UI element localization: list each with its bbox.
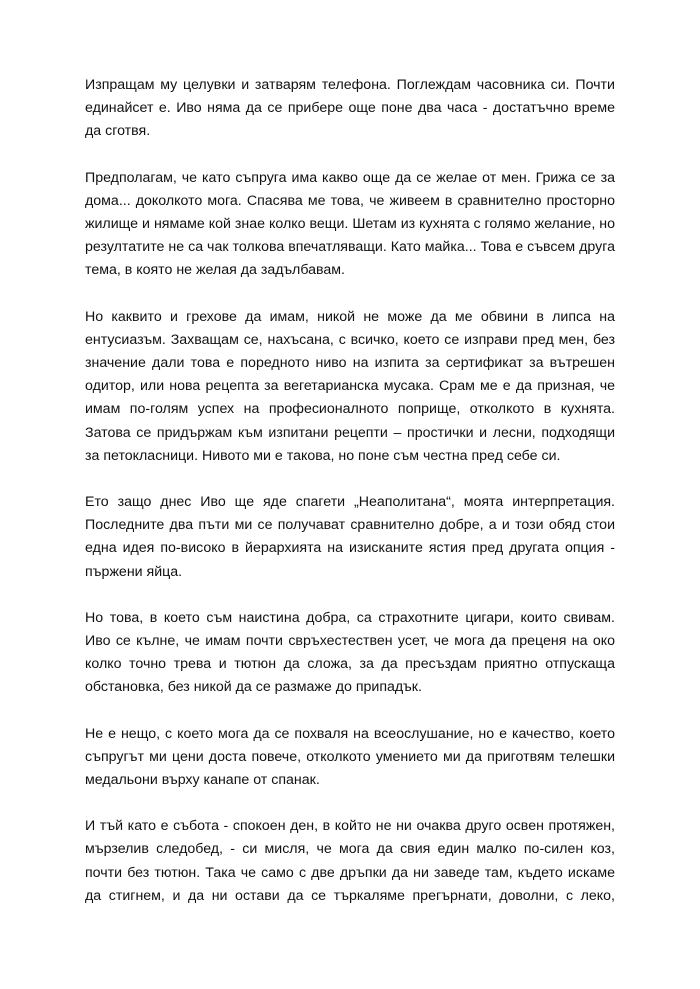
paragraph: Предполагам, че като съпруга има какво още да се желае от мен. Грижа се за дома... доколкото мога. Спасява ме това, че живеем в сравнително просторно жилище и нямаме кой знае колко вещи. Шетам из кухнята с голямо желание, но резултатите не са чак толкова впечатляващи. Като майка... Това е съвсем друга тема, в която не желая да задълбавам.	[85, 169, 615, 279]
paragraph: Изпращам му целувки и затварям телефона. Поглеждам часовника си. Почти единайсет е. Иво няма да се прибере още поне два часа - достатъчно време да сготвя.	[85, 77, 615, 140]
paragraph: Но каквито и грехове да имам, никой не може да ме обвини в липса на ентусиазъм. Захващам се, нахъсана, с всичко, което се изправи пред мен, без значение дали това е поредното ниво на изпита за сертификат за вътрешен одитор, или нова рецепта за вегетарианска мусака. Срам ме е да призная, че имам по-голям успех на професионалното поприще, отколкото в кухнята. Затова се придържам към изпитани рецепти – простички и лесни, подходящи за петокласници. Нивото ми е такова, но поне съм честна пред себе си.	[85, 308, 615, 464]
paragraph: Но това, в което съм наистина добра, са страхотните цигари, които свивам. Иво се кълне, че имам почти свръхестествен усет, че мога да преценя на око колко точно трева и тютюн да сложа, за да пресъздам приятно отпускаща обстановка, без никой да се размаже до припадък.	[85, 609, 615, 696]
body-text	[85, 74, 615, 908]
paragraph: Не е нещо, с което мога да се похваля на всеослушание, но е качество, което съпругът ми цени доста повече, отколкото умението ми да приготвям телешки медальони върху канапе от спанак.	[85, 725, 615, 789]
paragraph: И тъй като е събота - спокоен ден, в който не ни очаква друго освен протяжен, мързелив следобед, - си мисля, че мога да свия един малко по-силен коз, почти без тютюн. Така че само с две дръпки да ни заведе там, където искаме да стигнем, и да ни остави да се търкаляме прегърнати, доволни, с леко,	[85, 818, 615, 904]
paragraph: Ето защо днес Иво ще яде спагети „Неаполитана“, моята интерпретация. Последните два пъти ми се получават сравнително добре, а и този обяд стои една идея по-високо в йерархията на изисканите ястия пред другата опция - пържени яйца.	[85, 494, 615, 580]
